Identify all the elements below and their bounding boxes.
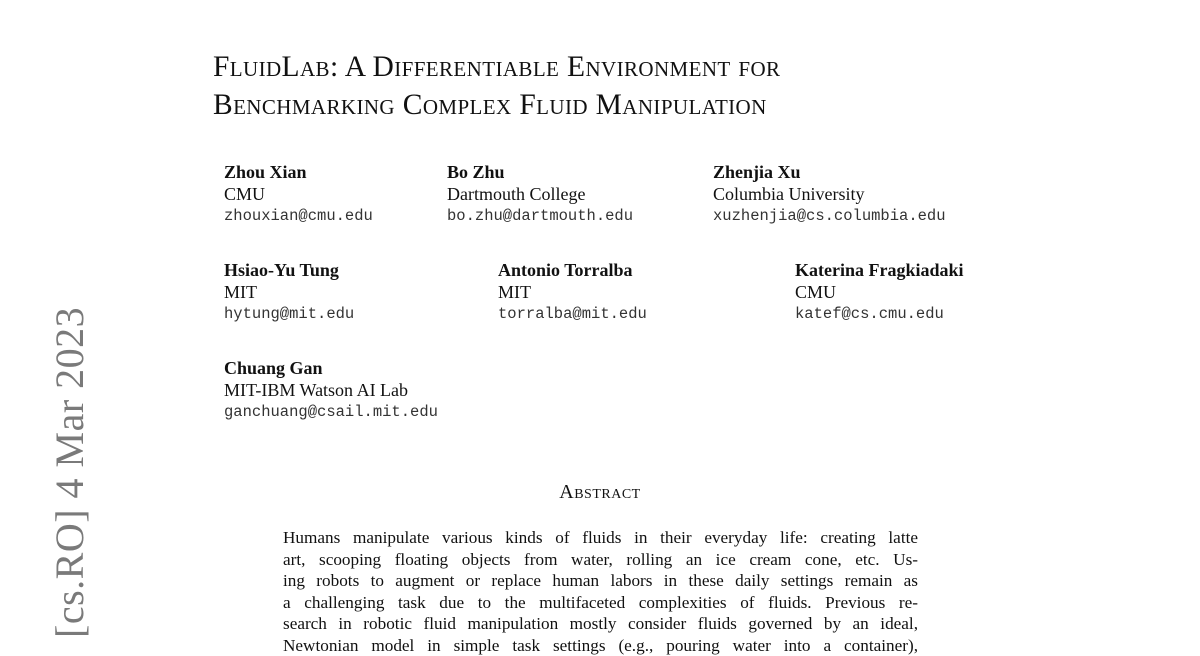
author-affiliation: MIT-IBM Watson AI Lab — [224, 380, 438, 402]
abstract-line: search in robotic fluid manipulation mostly consider fluids governed by an ideal, — [283, 613, 918, 635]
author-block — [498, 260, 647, 325]
author-affiliation: CMU — [224, 184, 373, 206]
abstract-line: ing robots to augment or replace human labors in these daily settings remain as — [283, 570, 918, 592]
author-email[interactable]: xuzhenjia@cs.columbia.edu — [713, 205, 946, 227]
author-name: Katerina Fragkiadaki — [795, 260, 964, 282]
author-name: Chuang Gan — [224, 358, 438, 380]
title-line: FluidLab: A Differentiable Environment for — [213, 48, 1113, 86]
author-name: Hsiao-Yu Tung — [224, 260, 354, 282]
abstract-line: a challenging task due to the multifaceted complexities of fluids. Previous re- — [283, 592, 918, 614]
author-affiliation: CMU — [795, 282, 964, 304]
abstract-line: art, scooping floating objects from water, rolling an ice cream cone, etc. Us- — [283, 549, 918, 571]
abstract-heading: Abstract — [0, 481, 1200, 504]
author-name: Bo Zhu — [447, 162, 633, 184]
author-block — [713, 162, 946, 227]
abstract-line: Humans manipulate various kinds of fluids in their everyday life: creating latte — [283, 527, 918, 549]
author-affiliation: MIT — [224, 282, 354, 304]
author-email[interactable]: bo.zhu@dartmouth.edu — [447, 205, 633, 227]
author-affiliation: MIT — [498, 282, 647, 304]
author-block — [447, 162, 633, 227]
abstract-body — [283, 527, 918, 656]
author-affiliation: Dartmouth College — [447, 184, 633, 206]
abstract-line: Newtonian model in simple task settings (e.g., pouring water into a container), — [283, 635, 918, 656]
author-block — [795, 260, 964, 325]
author-block — [224, 260, 354, 325]
paper-title — [213, 48, 1113, 124]
author-name: Zhou Xian — [224, 162, 373, 184]
author-block — [224, 358, 438, 423]
author-name: Zhenjia Xu — [713, 162, 946, 184]
author-email[interactable]: hytung@mit.edu — [224, 303, 354, 325]
author-block — [224, 162, 373, 227]
author-name: Antonio Torralba — [498, 260, 647, 282]
title-line: Benchmarking Complex Fluid Manipulation — [213, 86, 1113, 124]
arxiv-side-stamp: [cs.RO] 4 Mar 2023 — [50, 307, 90, 638]
author-email[interactable]: zhouxian@cmu.edu — [224, 205, 373, 227]
author-email[interactable]: ganchuang@csail.mit.edu — [224, 401, 438, 423]
author-email[interactable]: katef@cs.cmu.edu — [795, 303, 964, 325]
author-affiliation: Columbia University — [713, 184, 946, 206]
author-email[interactable]: torralba@mit.edu — [498, 303, 647, 325]
